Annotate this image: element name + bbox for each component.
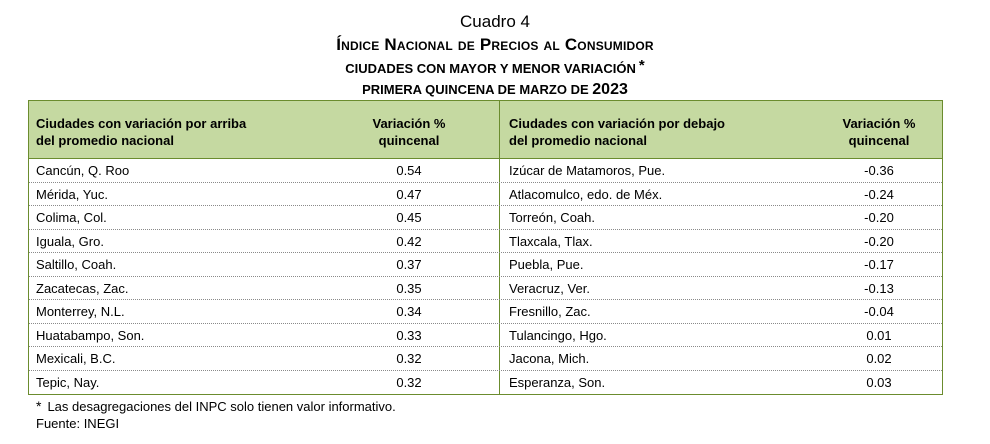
variation-above: 0.45 [396, 210, 422, 225]
header-cities-above [36, 115, 316, 149]
header-variation-above [329, 115, 489, 149]
header-variation-above-line1: Variación % [372, 116, 446, 131]
subtitle-asterisk: * [638, 57, 645, 74]
variation-above: 0.32 [396, 351, 422, 366]
table-row [29, 159, 942, 183]
city-above: Tepic, Nay. [36, 374, 100, 390]
variation-above: 0.54 [396, 163, 422, 178]
header-cities-below [509, 115, 799, 149]
city-above: Zacatecas, Zac. [36, 280, 129, 296]
table-subtitle [0, 57, 990, 77]
city-below: Esperanza, Son. [509, 374, 606, 390]
table-row [29, 183, 942, 207]
variation-below: -0.24 [864, 186, 894, 202]
city-above: Cancún, Q. Roo [36, 163, 130, 178]
variation-above: 0.33 [396, 327, 422, 343]
footnote [36, 398, 396, 415]
city-below: Jacona, Mich. [509, 351, 590, 366]
variation-below: 0.03 [866, 374, 892, 390]
city-above: Mérida, Yuc. [36, 186, 109, 202]
footnote-asterisk: * [36, 398, 42, 414]
variation-below: -0.13 [864, 280, 894, 296]
header-cities-above-line2: del promedio nacional [36, 133, 174, 148]
table-period [0, 82, 990, 98]
city-above: Saltillo, Coah. [36, 257, 117, 272]
city-above: Monterrey, N.L. [36, 304, 125, 319]
variation-below: -0.20 [864, 233, 894, 249]
city-below: Torreón, Coah. [509, 210, 595, 225]
city-below: Puebla, Pue. [509, 257, 584, 272]
city-above: Mexicali, B.C. [36, 351, 116, 366]
document-title: Índice Nacional de Precios al Consumidor [336, 35, 654, 54]
header-cities-above-line1: Ciudades con variación por arriba [36, 116, 247, 131]
city-below: Atlacomulco, edo. de Méx. [509, 186, 663, 202]
table-number: Cuadro 4 [460, 12, 530, 31]
footnote-text: Las desagregaciones del INPC solo tienen valor informativo. [47, 399, 396, 414]
cities-table [28, 100, 943, 395]
header-variation-below-line1: Variación % [842, 116, 916, 131]
city-below: Veracruz, Ver. [509, 280, 590, 296]
variation-above: 0.47 [396, 186, 422, 202]
city-above: Colima, Col. [36, 210, 107, 225]
source-note: Fuente: INEGI [36, 416, 120, 431]
header-variation-above-line2: quincenal [378, 133, 440, 148]
header-cities-below-line2: del promedio nacional [509, 133, 647, 148]
header-cities-below-line1: Ciudades con variación por debajo [509, 116, 725, 131]
variation-below: 0.02 [866, 351, 892, 366]
variation-above: 0.32 [396, 374, 422, 390]
city-below: Fresnillo, Zac. [509, 304, 591, 319]
city-below: Tulancingo, Hgo. [509, 327, 607, 343]
variation-below: -0.36 [864, 163, 894, 178]
variation-below: -0.20 [864, 210, 894, 225]
city-above: Huatabampo, Son. [36, 327, 145, 343]
table-row [29, 253, 942, 277]
variation-above: 0.34 [396, 304, 422, 319]
city-below: Izúcar de Matamoros, Pue. [509, 163, 666, 178]
table-row [29, 277, 942, 301]
table-row [29, 371, 942, 395]
variation-below: -0.17 [864, 257, 894, 272]
variation-above: 0.42 [396, 233, 422, 249]
city-above: Iguala, Gro. [36, 233, 104, 249]
variation-below: -0.04 [864, 304, 894, 319]
variation-above: 0.35 [396, 280, 422, 296]
period-year: 2023 [592, 81, 628, 98]
city-below: Tlaxcala, Tlax. [509, 233, 593, 249]
table-header [29, 101, 942, 159]
table-row [29, 324, 942, 348]
variation-above: 0.37 [396, 257, 422, 272]
variation-below: 0.01 [866, 327, 892, 343]
table-row [29, 347, 942, 371]
subtitle-text: CIUDADES CON MAYOR Y MENOR VARIACIÓN [345, 61, 636, 76]
period-text: PRIMERA QUINCENA DE MARZO DE [362, 82, 589, 97]
header-variation-below [804, 115, 954, 149]
table-row [29, 300, 942, 324]
table-row [29, 230, 942, 254]
header-variation-below-line2: quincenal [848, 133, 910, 148]
table-row [29, 206, 942, 230]
table-body [29, 159, 942, 394]
